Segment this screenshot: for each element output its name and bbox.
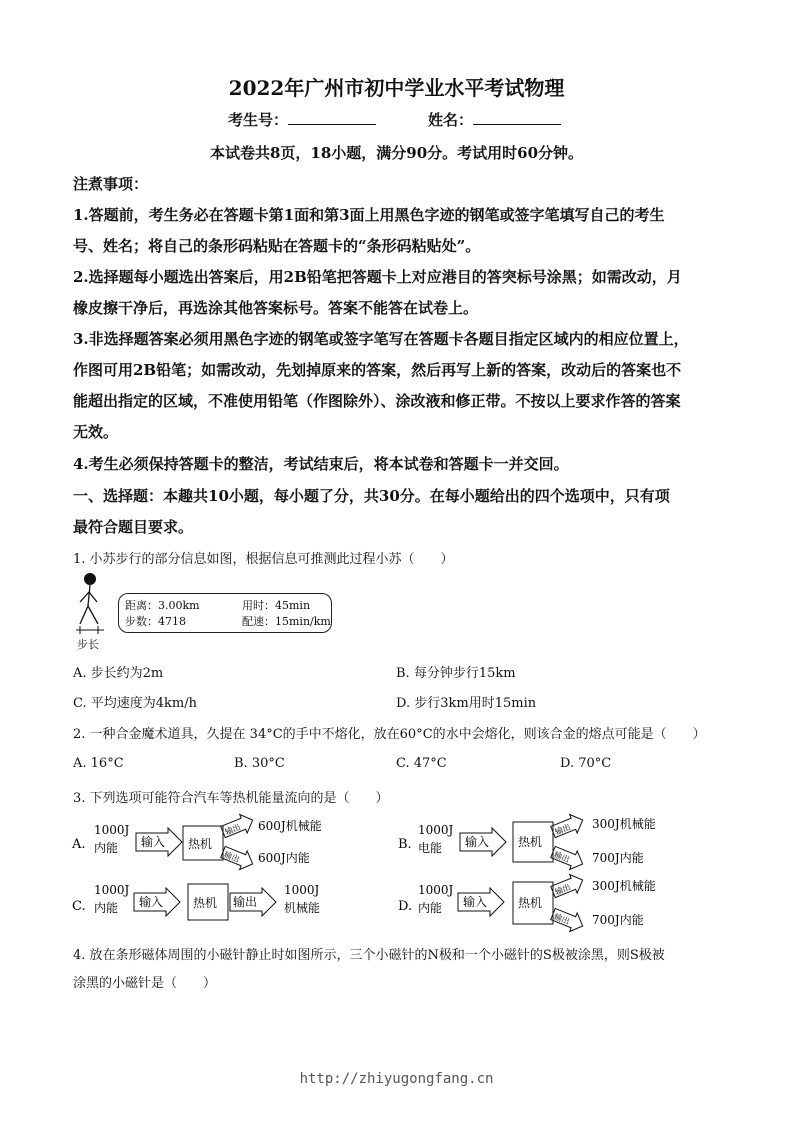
q3d-output-arrow-1 [549, 872, 586, 901]
q3-option-b[interactable] [396, 812, 686, 874]
walker-figure [70, 570, 110, 640]
q3c-output-type: 机械能 [284, 901, 321, 915]
q3c-input-amount: 1000J [94, 883, 130, 897]
note-3-line-4: 无效。 [73, 423, 119, 441]
svg-text:输出: 输出 [222, 849, 241, 865]
section-1-heading-2: 最符合题目要求。 [73, 518, 194, 536]
name-field [428, 109, 561, 130]
svg-text:输出: 输出 [552, 849, 571, 865]
q3a-letter: A. [72, 837, 86, 852]
q3d-engine-label: 热机 [518, 896, 543, 910]
exam-number-blank [288, 110, 376, 125]
q1-option-c[interactable]: C. 平均速度为4km/h [73, 696, 197, 711]
q1-option-a[interactable]: A. 步长约为2m [73, 666, 164, 681]
q3b-output-arrow-2 [549, 843, 586, 874]
q3a-input-amount: 1000J [94, 823, 130, 837]
q3-option-c[interactable] [70, 878, 360, 934]
svg-text:输出: 输出 [553, 882, 572, 897]
q3b-input-amount: 1000J [418, 823, 454, 837]
q3-option-a[interactable] [70, 812, 360, 874]
q3d-output-2: 700J内能 [592, 913, 644, 927]
svg-text:输出: 输出 [552, 911, 571, 927]
q1-option-d[interactable]: D. 步行3km用时15min [396, 696, 537, 711]
section-1-heading: 一、选择题：本趣共10小题，每小题了分，共30分。在每小题给出的四个选项中，只有项 [73, 487, 670, 505]
q3d-input-label: 输入 [463, 895, 488, 909]
q3b-letter: B. [398, 837, 412, 852]
q3a-input-label: 输入 [141, 835, 166, 849]
step-length-label: 步长 [77, 638, 99, 651]
q3a-output-arrow-2 [219, 843, 256, 874]
q3d-input-amount: 1000J [418, 883, 454, 897]
exam-number-field [228, 109, 376, 130]
q3c-letter: C. [72, 899, 86, 914]
q3d-input-type: 内能 [418, 901, 443, 915]
note-1-line-2: 号、姓名；将自己的条形码粘贴在答题卡的“条形码粘贴处”。 [73, 237, 481, 255]
q3b-output-arrow-1 [549, 812, 586, 841]
question-1-stem: 1. 小苏步行的部分信息如图，根据信息可推测此过程小苏（ ） [73, 552, 454, 567]
q3b-output-2: 700J内能 [592, 851, 644, 865]
exam-summary: 本试卷共8页，18小题，满分90分。考试用时60分钟。 [209, 144, 584, 162]
q3c-input-type: 内能 [94, 901, 119, 915]
q3d-output-1: 300J机械能 [592, 879, 656, 893]
q2-option-b[interactable]: B. 30°C [234, 756, 285, 771]
q2-option-d[interactable]: D. 70°C [560, 756, 612, 771]
note-2-line-1: 2.选择题每小题选出答案后，用2B铅笔把答题卡上对应港目的答突标号涂黑；如需改动，月 [73, 268, 682, 286]
q3b-input-label: 输入 [465, 835, 490, 849]
q3c-output-label: 输出 [233, 895, 258, 909]
q3d-letter: D. [398, 899, 413, 914]
q3a-engine-label: 热机 [188, 837, 213, 851]
q2-option-a[interactable]: A. 16°C [73, 756, 124, 771]
q3b-engine-label: 热机 [518, 835, 543, 849]
name-label: 姓名： [428, 111, 474, 129]
name-blank [473, 110, 561, 125]
exam-number-label: 考生号： [228, 111, 289, 129]
note-2-line-2: 橡皮擦干净后，再选涂其他答案标号。答案不能答在试卷上。 [73, 299, 479, 317]
q3a-input-type: 内能 [94, 841, 119, 855]
steps-text: 步数：4718 [125, 615, 186, 628]
distance-text: 距离：3.00km [125, 599, 200, 612]
note-4-line-1: 4.考生必须保持答题卡的整洁，考试结束后，将本试卷和答题卡一并交回。 [73, 455, 569, 473]
note-3-line-2: 作图可用2B铅笔；如需改动，先划掉原来的答案，然后再写上新的答案，改动后的答案也不 [73, 361, 682, 379]
pace-text: 配速：15min/km [242, 615, 331, 628]
question-2-stem: 2. 一种合金魔术道具，久提在 34°C的手中不熔化，放在60°C的水中会熔化，则该合金的熔点可能是（ ） [73, 727, 706, 742]
q3-option-d[interactable] [396, 872, 686, 934]
question-4-stem-line-1: 4. 放在条形磁体周围的小磁针静止时如图所示，三个小磁针的N极和一个小磁针的S极被涂黑，则S极被 [73, 948, 665, 963]
q3a-output-arrow-1 [219, 812, 256, 841]
question-3-stem: 3. 下列选项可能符合汽车等热机能量流向的是（ ） [73, 791, 389, 806]
q3d-output-arrow-2 [549, 905, 586, 934]
q3b-input-type: 电能 [418, 841, 443, 855]
page-title: 2022年广州市初中学业水平考试物理 [228, 76, 565, 100]
note-1-line-1: 1.答题前，考生务必在答题卡第1面和第3面上用黑色字迹的钢笔或签字笔填写自己的考生 [73, 206, 665, 224]
q3c-output-amount: 1000J [284, 883, 320, 897]
time-text: 用时：45min [242, 599, 311, 612]
footer-url[interactable]: http://zhiyugongfang.cn [299, 1071, 494, 1087]
note-3-line-1: 3.非选择题答案必须用黑色字迹的钢笔或签字笔写在答题卡各题目指定区域内的相应位置上， [73, 330, 689, 348]
q3b-output-1: 300J机械能 [592, 817, 656, 831]
q1-option-b[interactable]: B. 每分钟步行15km [396, 666, 516, 681]
q3c-engine-label: 热机 [193, 896, 218, 910]
svg-text:输出: 输出 [223, 822, 242, 837]
svg-text:输出: 输出 [553, 822, 572, 837]
q3c-input-label: 输入 [139, 895, 164, 909]
question-4-stem-line-2: 涂黑的小磁针是（ ） [73, 976, 217, 991]
note-3-line-3: 能超出指定的区域，不准使用铅笔（作图除外）、涂改液和修正带。不按以上要求作答的答案 [73, 392, 681, 410]
q3a-output-1: 600J机械能 [258, 819, 322, 833]
q2-option-c[interactable]: C. 47°C [396, 756, 447, 771]
notes-heading: 注煮事项： [73, 175, 149, 193]
q3a-output-2: 600J内能 [258, 851, 310, 865]
